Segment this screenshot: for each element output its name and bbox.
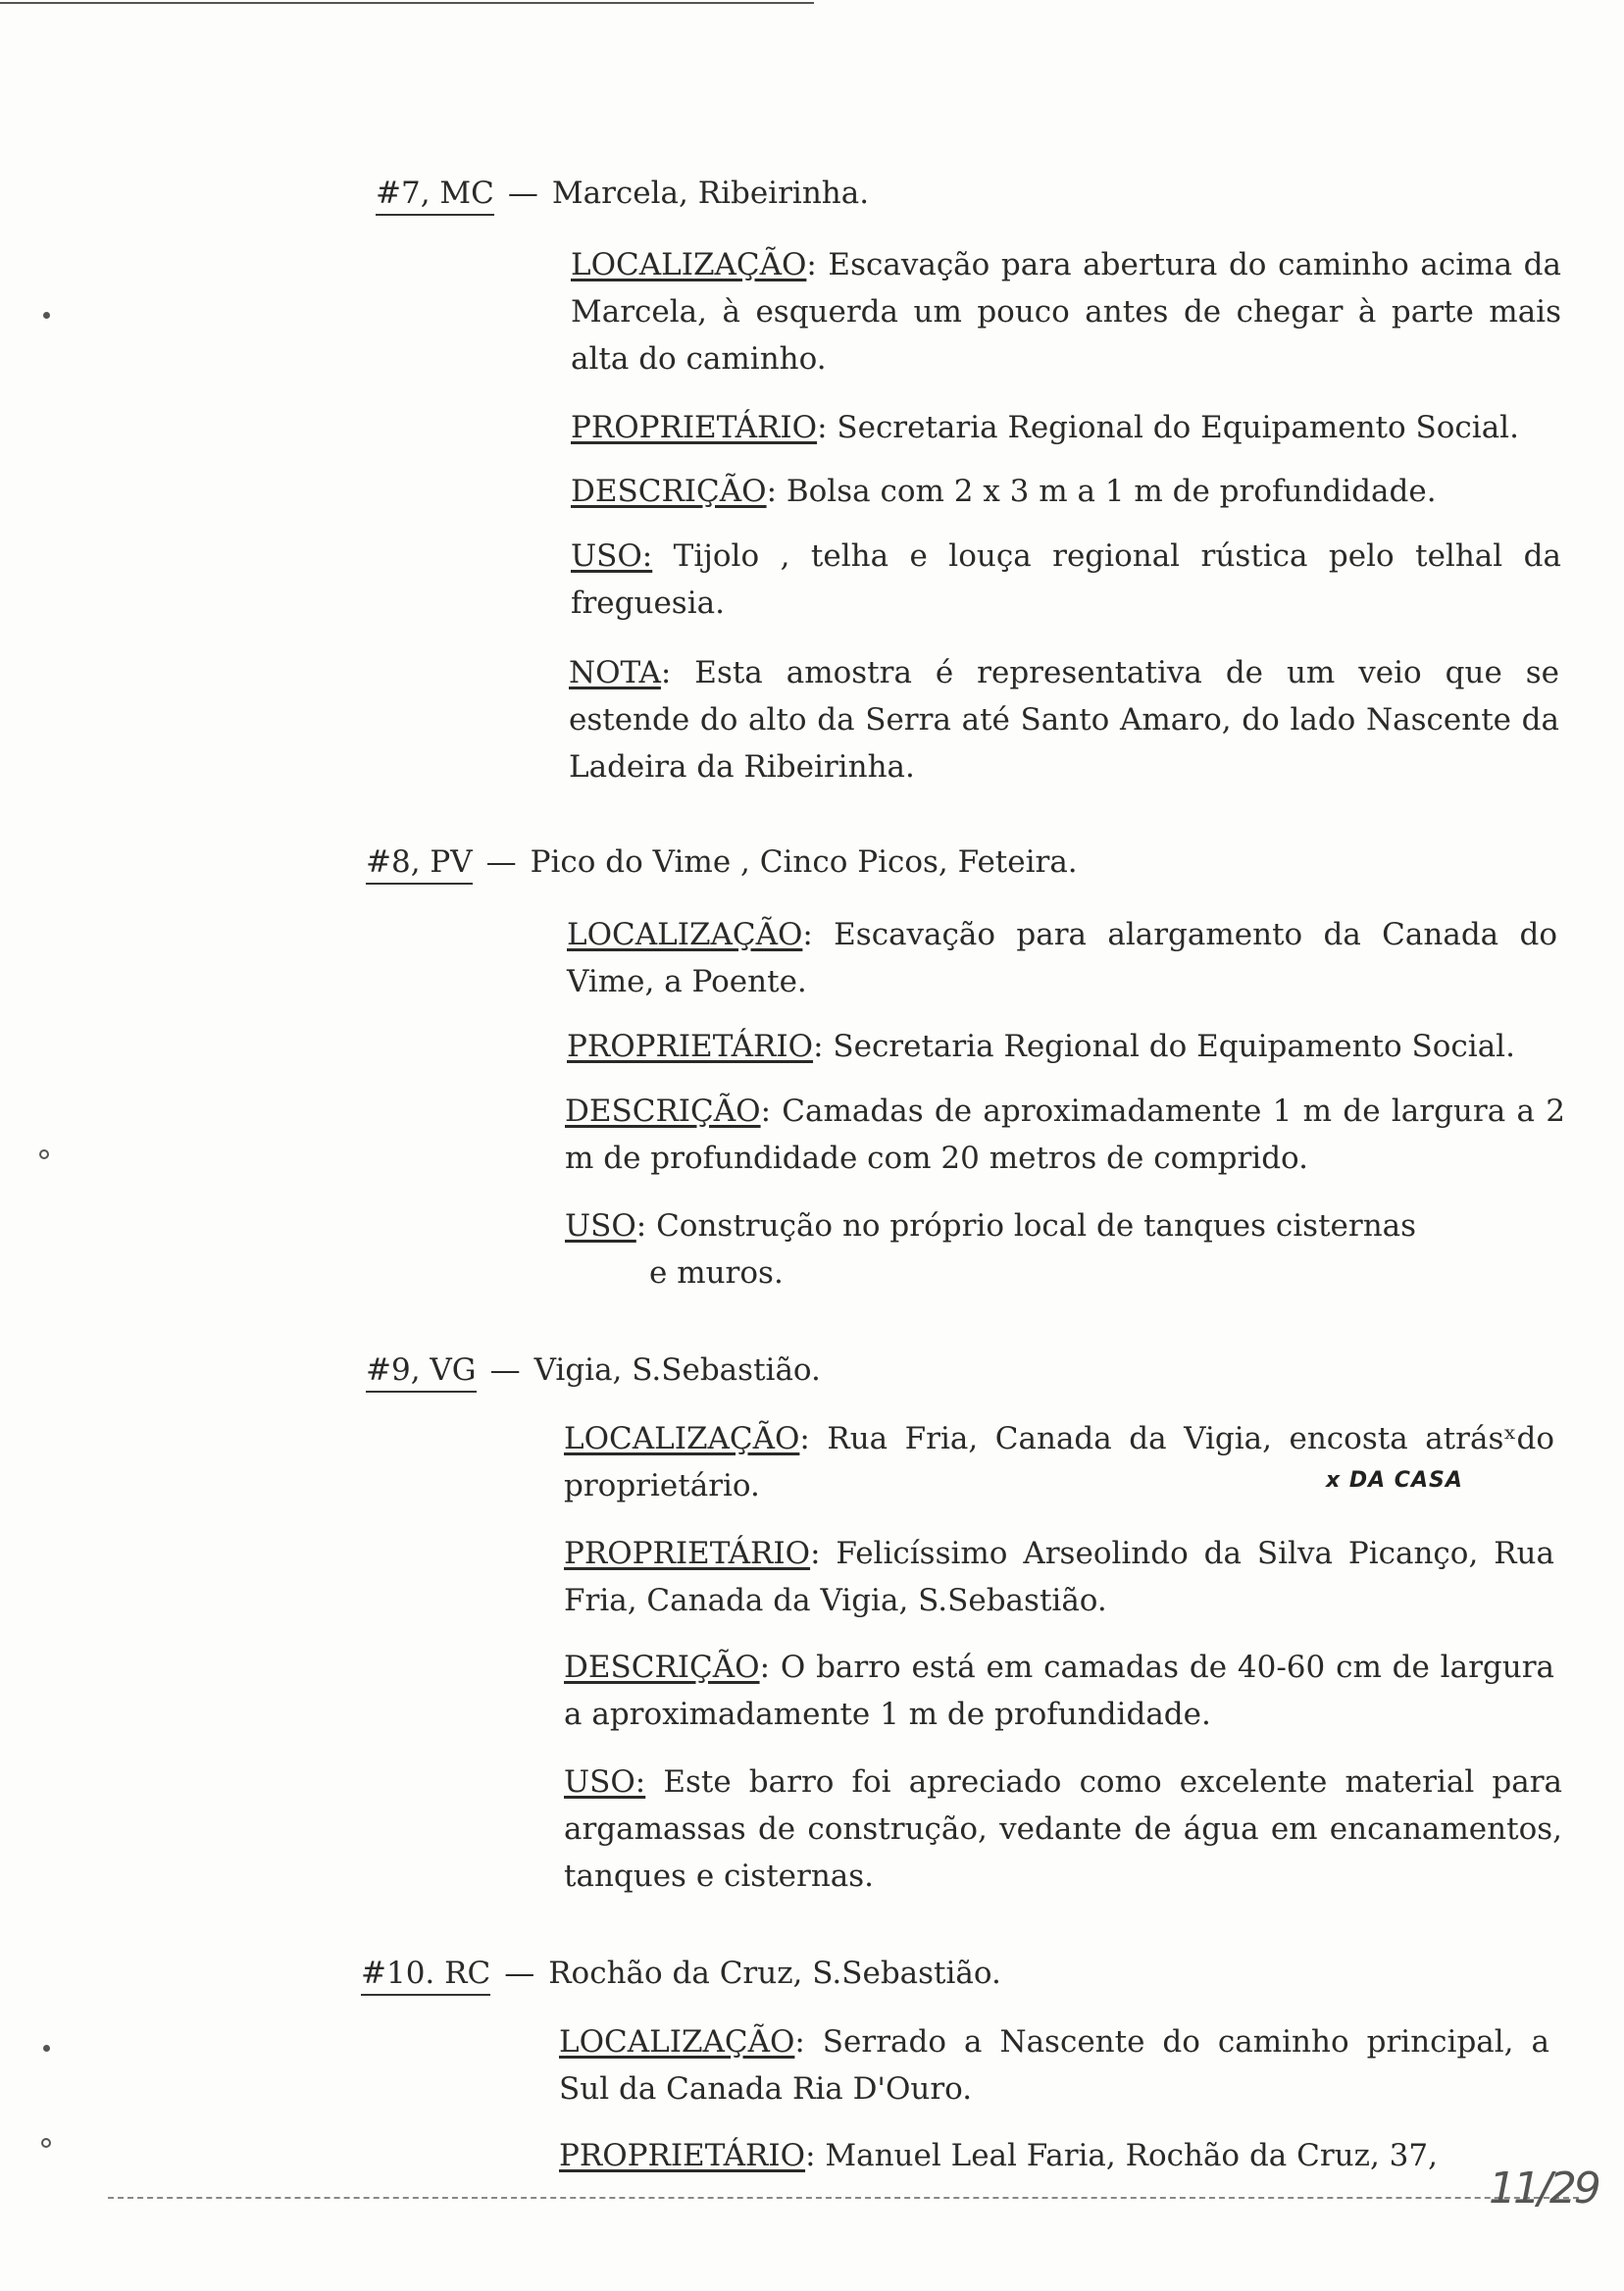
entry-code: #9, VG: [366, 1351, 477, 1393]
handwritten-note: x DA CASA: [1326, 1468, 1463, 1493]
field-uso: USO: Construção no próprio local de tanques cisternas e muros.: [565, 1208, 1417, 1291]
field-uso: USO: Este barro foi apreciado como excelente material para argamassas de construção, vedante de água em encanamentos, tanques e cisternas.: [564, 1764, 1562, 1894]
field-descricao: DESCRIÇÃO: O barro está em camadas de 40-60 cm de largura a aproximadamente 1 m de profundidade.: [564, 1650, 1554, 1732]
margin-speck: [39, 1149, 49, 1159]
margin-speck: [43, 2045, 50, 2052]
entry-title: Vigia, S.Sebastião.: [533, 1352, 821, 1388]
entry-heading: #8, PV — Pico do Vime , Cinco Picos, Feteira.: [366, 843, 1078, 885]
entry-title: Marcela, Ribeirinha.: [551, 176, 870, 211]
field-descricao: DESCRIÇÃO: Camadas de aproximadamente 1 m de largura a 2 m de profundidade com 20 metros de comprido.: [565, 1094, 1565, 1176]
entry-title: Pico do Vime , Cinco Picos, Feteira.: [530, 844, 1078, 880]
field-descricao: DESCRIÇÃO: Bolsa com 2 x 3 m a 1 m de profundidade.: [571, 474, 1437, 509]
page-number: 11/29: [1489, 2164, 1599, 2214]
field-uso: USO: Tijolo , telha e louça regional rústica pelo telhal da freguesia.: [571, 538, 1561, 621]
field-proprietario: PROPRIETÁRIO: Secretaria Regional do Equipamento Social.: [567, 1029, 1515, 1064]
margin-speck: [41, 2138, 51, 2148]
field-localizacao: LOCALIZAÇÃO: Escavação para abertura do caminho acima da Marcela, à esquerda um pouco antes de chegar à parte mais alta do caminho.: [571, 247, 1561, 377]
field-nota: NOTA: Esta amostra é representativa de um veio que se estende do alto da Serra até Santo Amaro, do lado Nascente da Ladeira da Ribeirinha.: [569, 655, 1559, 785]
entry-heading: #10. RC — Rochão da Cruz, S.Sebastião.: [361, 1955, 1001, 1996]
field-proprietario: PROPRIETÁRIO: Felicíssimo Arseolindo da Silva Picanço, Rua Fria, Canada da Vigia, S.Sebastião.: [564, 1536, 1554, 1618]
field-localizacao: LOCALIZAÇÃO: Serrado a Nascente do caminho principal, a Sul da Canada Ria D'Ouro.: [559, 2024, 1549, 2107]
field-localizacao: LOCALIZAÇÃO: Rua Fria, Canada da Vigia, encosta atrásˣdo proprietário.: [564, 1421, 1554, 1503]
entry-title: Rochão da Cruz, S.Sebastião.: [548, 1956, 1001, 1991]
field-proprietario: PROPRIETÁRIO: Manuel Leal Faria, Rochão da Cruz, 37,: [559, 2138, 1438, 2173]
field-proprietario: PROPRIETÁRIO: Secretaria Regional do Equipamento Social.: [571, 410, 1519, 445]
entry-code: #7, MC: [376, 175, 494, 216]
entry-heading: #7, MC — Marcela, Ribeirinha.: [376, 175, 869, 216]
entry-code: #10. RC: [361, 1955, 490, 1996]
field-localizacao: LOCALIZAÇÃO: Escavação para alargamento da Canada do Vime, a Poente.: [567, 917, 1557, 999]
entry-heading: #9, VG — Vigia, S.Sebastião.: [366, 1351, 821, 1393]
margin-speck: [43, 312, 50, 319]
bottom-rule: [108, 2197, 1579, 2199]
entry-code: #8, PV: [366, 843, 473, 885]
top-rule: [0, 2, 814, 4]
